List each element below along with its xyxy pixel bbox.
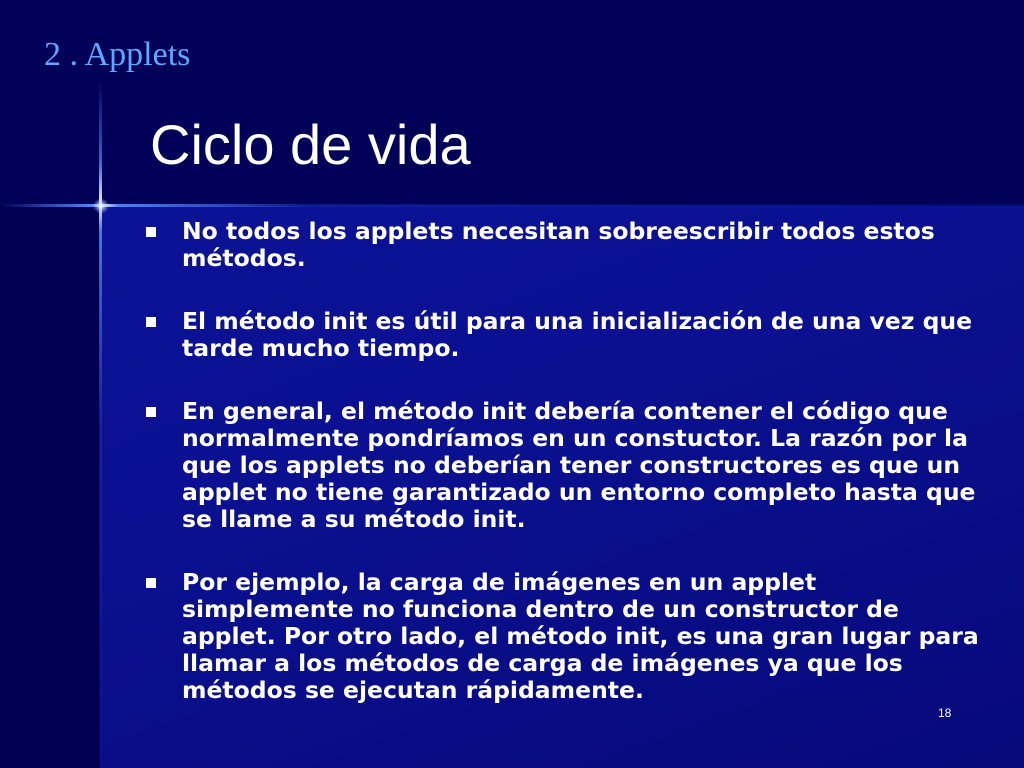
bullet-text: El método init es útil para una inicialización de una vez que tarde mucho tiempo. [182, 307, 973, 362]
bullet-text: No todos los applets necesitan sobreescribir todos estos métodos. [182, 217, 935, 272]
bullet-text: En general, el método init debería contener el código que normalmente pondríamos en un constuctor. La razón por la que los applets no deberían tener constructores es que un applet no tiene garantizado un entorno completo hasta que se llame a su método init. [182, 397, 976, 533]
square-bullet-icon [146, 227, 156, 237]
bullet-item [146, 398, 986, 533]
left-strip [0, 206, 100, 768]
square-bullet-icon [146, 317, 156, 327]
square-bullet-icon [146, 578, 156, 588]
bullet-item [146, 218, 986, 272]
bullet-item [146, 308, 986, 362]
sparkle-icon [93, 198, 109, 214]
bullet-list [146, 218, 986, 740]
bullet-item [146, 569, 986, 704]
square-bullet-icon [146, 407, 156, 417]
slide-title: Ciclo de vida [150, 113, 471, 176]
bullet-text: Por ejemplo, la carga de imágenes en un applet simplemente no funciona dentro de un constructor de applet. Por otro lado, el método init, es una gran lugar para llamar a los métodos de carga de imágenes ya que los métodos se ejecutan rápidamente. [182, 568, 979, 704]
section-label: 2 . Applets [44, 36, 191, 73]
horizontal-glow-line [0, 204, 1024, 207]
page-number: 18 [938, 706, 952, 720]
vertical-glow-line [99, 80, 102, 768]
